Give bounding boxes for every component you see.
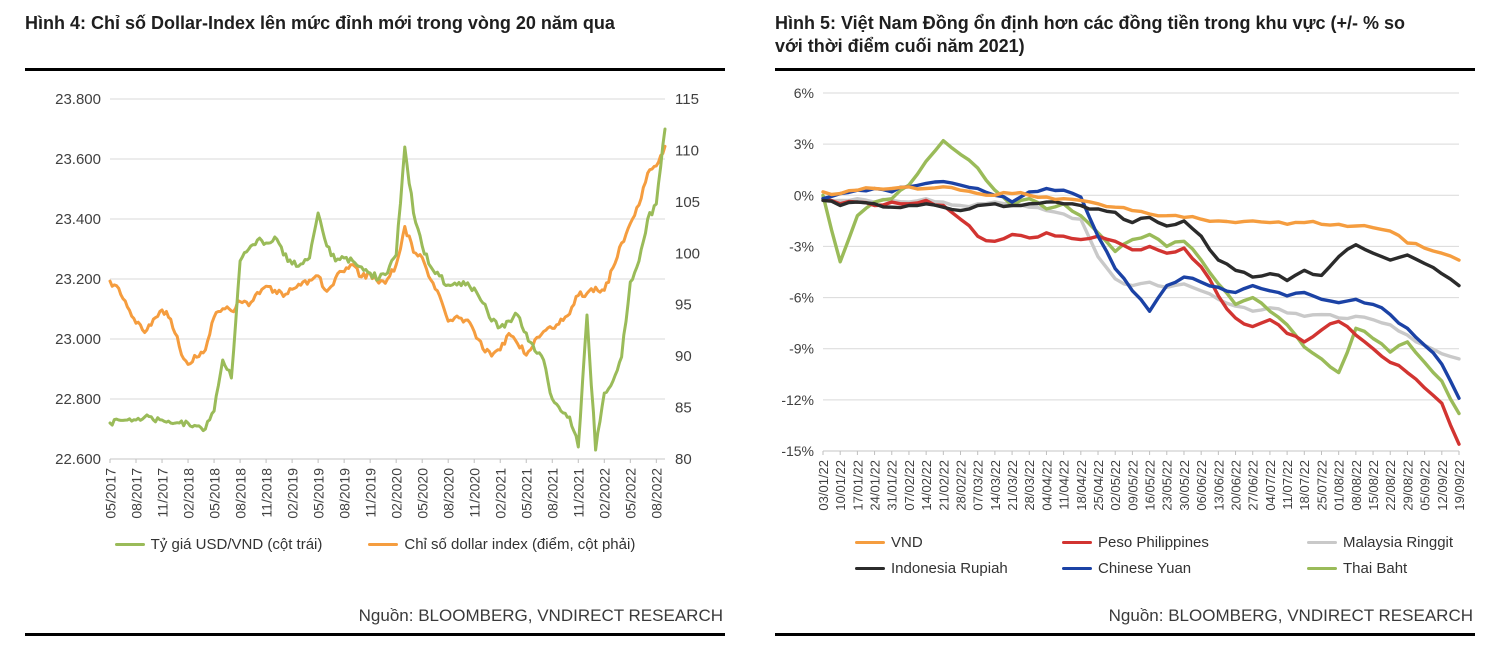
legend-swatch-thb xyxy=(1307,567,1337,571)
svg-text:25/04/22: 25/04/22 xyxy=(1090,460,1106,511)
svg-text:04/04/22: 04/04/22 xyxy=(1039,460,1055,511)
svg-text:23.000: 23.000 xyxy=(55,331,101,348)
svg-text:22.600: 22.600 xyxy=(55,451,101,468)
series-line-idr xyxy=(823,200,1459,285)
svg-text:02/2021: 02/2021 xyxy=(492,468,509,519)
figure5-panel xyxy=(775,12,1475,636)
svg-text:19/09/22: 19/09/22 xyxy=(1451,460,1467,511)
svg-text:90: 90 xyxy=(675,348,692,366)
svg-text:08/2020: 08/2020 xyxy=(440,468,457,519)
svg-text:11/2019: 11/2019 xyxy=(362,468,379,518)
svg-text:-9%: -9% xyxy=(789,340,814,357)
figure5-source: Nguồn: BLOOMBERG, VNDIRECT RESEARCH xyxy=(1108,606,1473,625)
svg-text:-3%: -3% xyxy=(789,238,814,255)
svg-text:09/05/22: 09/05/22 xyxy=(1125,460,1141,511)
legend-item-php xyxy=(1062,534,1307,551)
svg-text:13/06/22: 13/06/22 xyxy=(1211,460,1227,511)
svg-text:15/08/22: 15/08/22 xyxy=(1365,460,1381,511)
figure5-chart xyxy=(775,79,1475,534)
svg-text:28/02/22: 28/02/22 xyxy=(953,460,969,511)
legend-swatch-php xyxy=(1062,541,1092,545)
legend-label-idr: Indonesia Rupiah xyxy=(891,560,1008,577)
svg-text:23.400: 23.400 xyxy=(55,211,101,228)
svg-text:02/2022: 02/2022 xyxy=(596,468,613,519)
svg-text:27/06/22: 27/06/22 xyxy=(1245,460,1261,511)
legend-item-vnd xyxy=(855,534,1062,551)
svg-text:11/2018: 11/2018 xyxy=(258,468,275,518)
series-line-dxy xyxy=(110,146,665,364)
svg-text:02/2019: 02/2019 xyxy=(284,468,301,519)
legend-item-idr xyxy=(855,560,1062,577)
svg-text:01/08/22: 01/08/22 xyxy=(1331,460,1347,511)
series-line-thb xyxy=(823,141,1459,414)
figure4-chart xyxy=(25,79,725,534)
svg-text:3%: 3% xyxy=(793,136,814,153)
svg-text:95: 95 xyxy=(675,296,692,314)
figure4-legend xyxy=(25,536,725,553)
svg-text:08/2022: 08/2022 xyxy=(648,468,665,519)
legend-item-thb xyxy=(1307,560,1475,577)
svg-text:0%: 0% xyxy=(793,187,814,204)
svg-text:22/08/22: 22/08/22 xyxy=(1383,460,1399,511)
svg-text:05/2022: 05/2022 xyxy=(622,468,639,519)
svg-text:23.600: 23.600 xyxy=(55,151,101,168)
svg-text:07/03/22: 07/03/22 xyxy=(970,460,986,511)
legend-item-usd_vnd xyxy=(115,536,323,553)
svg-text:05/2021: 05/2021 xyxy=(518,468,535,519)
svg-text:25/07/22: 25/07/22 xyxy=(1314,460,1330,511)
svg-text:17/01/22: 17/01/22 xyxy=(850,460,866,511)
figure4-title: Hình 4: Chỉ số Dollar-Index lên mức đỉnh mới trong vòng 20 năm qua xyxy=(25,13,615,33)
svg-text:100: 100 xyxy=(675,245,701,263)
legend-swatch-dxy xyxy=(368,543,398,547)
svg-text:11/07/22: 11/07/22 xyxy=(1280,460,1296,510)
svg-text:6%: 6% xyxy=(793,85,814,101)
gridlines xyxy=(823,93,1459,451)
figure5-legend xyxy=(775,534,1475,577)
svg-text:85: 85 xyxy=(675,399,692,417)
series-lines xyxy=(823,141,1459,445)
svg-text:08/08/22: 08/08/22 xyxy=(1348,460,1364,511)
svg-text:105: 105 xyxy=(675,193,701,211)
svg-text:23.800: 23.800 xyxy=(55,91,101,108)
legend-item-myr xyxy=(1307,534,1475,551)
series-line-usd_vnd xyxy=(110,129,665,450)
svg-text:04/07/22: 04/07/22 xyxy=(1262,460,1278,511)
svg-text:05/2017: 05/2017 xyxy=(102,468,119,519)
svg-text:08/2019: 08/2019 xyxy=(336,468,353,519)
figure5-title-divider xyxy=(775,68,1475,71)
svg-text:11/2020: 11/2020 xyxy=(466,468,483,518)
svg-text:10/01/22: 10/01/22 xyxy=(833,460,849,511)
svg-text:05/09/22: 05/09/22 xyxy=(1417,460,1433,511)
svg-text:23/05/22: 23/05/22 xyxy=(1159,460,1175,511)
svg-text:03/01/22: 03/01/22 xyxy=(815,460,831,511)
x-axis-labels xyxy=(102,459,664,519)
svg-text:21/03/22: 21/03/22 xyxy=(1005,460,1021,511)
svg-text:20/06/22: 20/06/22 xyxy=(1228,460,1244,511)
legend-label-usd_vnd: Tỷ giá USD/VND (cột trái) xyxy=(150,536,323,553)
svg-text:115: 115 xyxy=(675,91,699,108)
svg-text:02/2020: 02/2020 xyxy=(388,468,405,519)
legend-label-cny: Chinese Yuan xyxy=(1098,560,1192,577)
series-line-cny xyxy=(823,182,1459,399)
svg-text:24/01/22: 24/01/22 xyxy=(867,460,883,511)
svg-text:18/04/22: 18/04/22 xyxy=(1073,460,1089,511)
legend-item-dxy xyxy=(368,536,635,553)
figure4-source: Nguồn: BLOOMBERG, VNDIRECT RESEARCH xyxy=(358,606,723,625)
svg-text:14/03/22: 14/03/22 xyxy=(987,460,1003,511)
svg-text:23.200: 23.200 xyxy=(55,271,101,288)
figure4-bottom-rule xyxy=(25,633,725,636)
svg-text:12/09/22: 12/09/22 xyxy=(1434,460,1450,511)
series-line-myr xyxy=(823,197,1459,359)
svg-text:16/05/22: 16/05/22 xyxy=(1142,460,1158,511)
legend-item-cny xyxy=(1062,560,1307,577)
x-axis-labels xyxy=(816,451,1467,511)
svg-text:08/2017: 08/2017 xyxy=(128,468,145,519)
svg-text:80: 80 xyxy=(675,451,692,468)
figure5-bottom-rule xyxy=(775,633,1475,636)
svg-text:08/2018: 08/2018 xyxy=(232,468,249,519)
legend-label-myr: Malaysia Ringgit xyxy=(1343,534,1454,551)
figure4-title-divider xyxy=(25,68,725,71)
svg-text:28/03/22: 28/03/22 xyxy=(1022,460,1038,511)
svg-text:06/06/22: 06/06/22 xyxy=(1194,460,1210,511)
svg-text:31/01/22: 31/01/22 xyxy=(884,460,900,511)
legend-label-dxy: Chỉ số dollar index (điểm, cột phải) xyxy=(404,536,636,553)
svg-text:05/2019: 05/2019 xyxy=(310,468,327,519)
svg-text:14/02/22: 14/02/22 xyxy=(919,460,935,511)
svg-text:05/2020: 05/2020 xyxy=(414,468,431,519)
figure5-title: Hình 5: Việt Nam Đồng ổn định hơn các đồng tiền trong khu vực (+/- % so với thời điểm cuối năm 2021) xyxy=(775,13,1406,57)
legend-swatch-myr xyxy=(1307,541,1337,545)
svg-text:02/2018: 02/2018 xyxy=(180,468,197,519)
left-axis-labels xyxy=(55,91,101,468)
svg-text:18/07/22: 18/07/22 xyxy=(1297,460,1313,511)
legend-swatch-cny xyxy=(1062,567,1092,571)
svg-text:-15%: -15% xyxy=(781,443,814,459)
legend-swatch-vnd xyxy=(855,541,885,545)
svg-text:-12%: -12% xyxy=(781,391,814,408)
right-axis-labels xyxy=(675,91,700,468)
legend-label-php: Peso Philippines xyxy=(1098,534,1209,551)
svg-text:21/02/22: 21/02/22 xyxy=(936,460,952,511)
svg-text:05/2018: 05/2018 xyxy=(206,468,223,519)
svg-text:08/2021: 08/2021 xyxy=(544,468,561,519)
svg-text:11/04/22: 11/04/22 xyxy=(1056,460,1072,510)
svg-text:11/2017: 11/2017 xyxy=(154,468,171,518)
svg-text:11/2021: 11/2021 xyxy=(570,468,587,518)
svg-text:22.800: 22.800 xyxy=(55,391,101,408)
svg-text:-6%: -6% xyxy=(789,289,814,306)
legend-label-thb: Thai Baht xyxy=(1343,560,1408,577)
svg-text:02/05/22: 02/05/22 xyxy=(1108,460,1124,511)
svg-text:29/08/22: 29/08/22 xyxy=(1400,460,1416,511)
svg-text:30/05/22: 30/05/22 xyxy=(1176,460,1192,511)
legend-label-vnd: VND xyxy=(891,534,923,551)
svg-text:07/02/22: 07/02/22 xyxy=(901,460,917,511)
svg-text:110: 110 xyxy=(675,142,699,160)
legend-swatch-usd_vnd xyxy=(115,543,145,547)
series-line-php xyxy=(823,199,1459,445)
legend-swatch-idr xyxy=(855,567,885,571)
left-axis-labels xyxy=(781,85,814,459)
figure4-panel xyxy=(25,12,725,636)
series-lines xyxy=(110,129,665,450)
